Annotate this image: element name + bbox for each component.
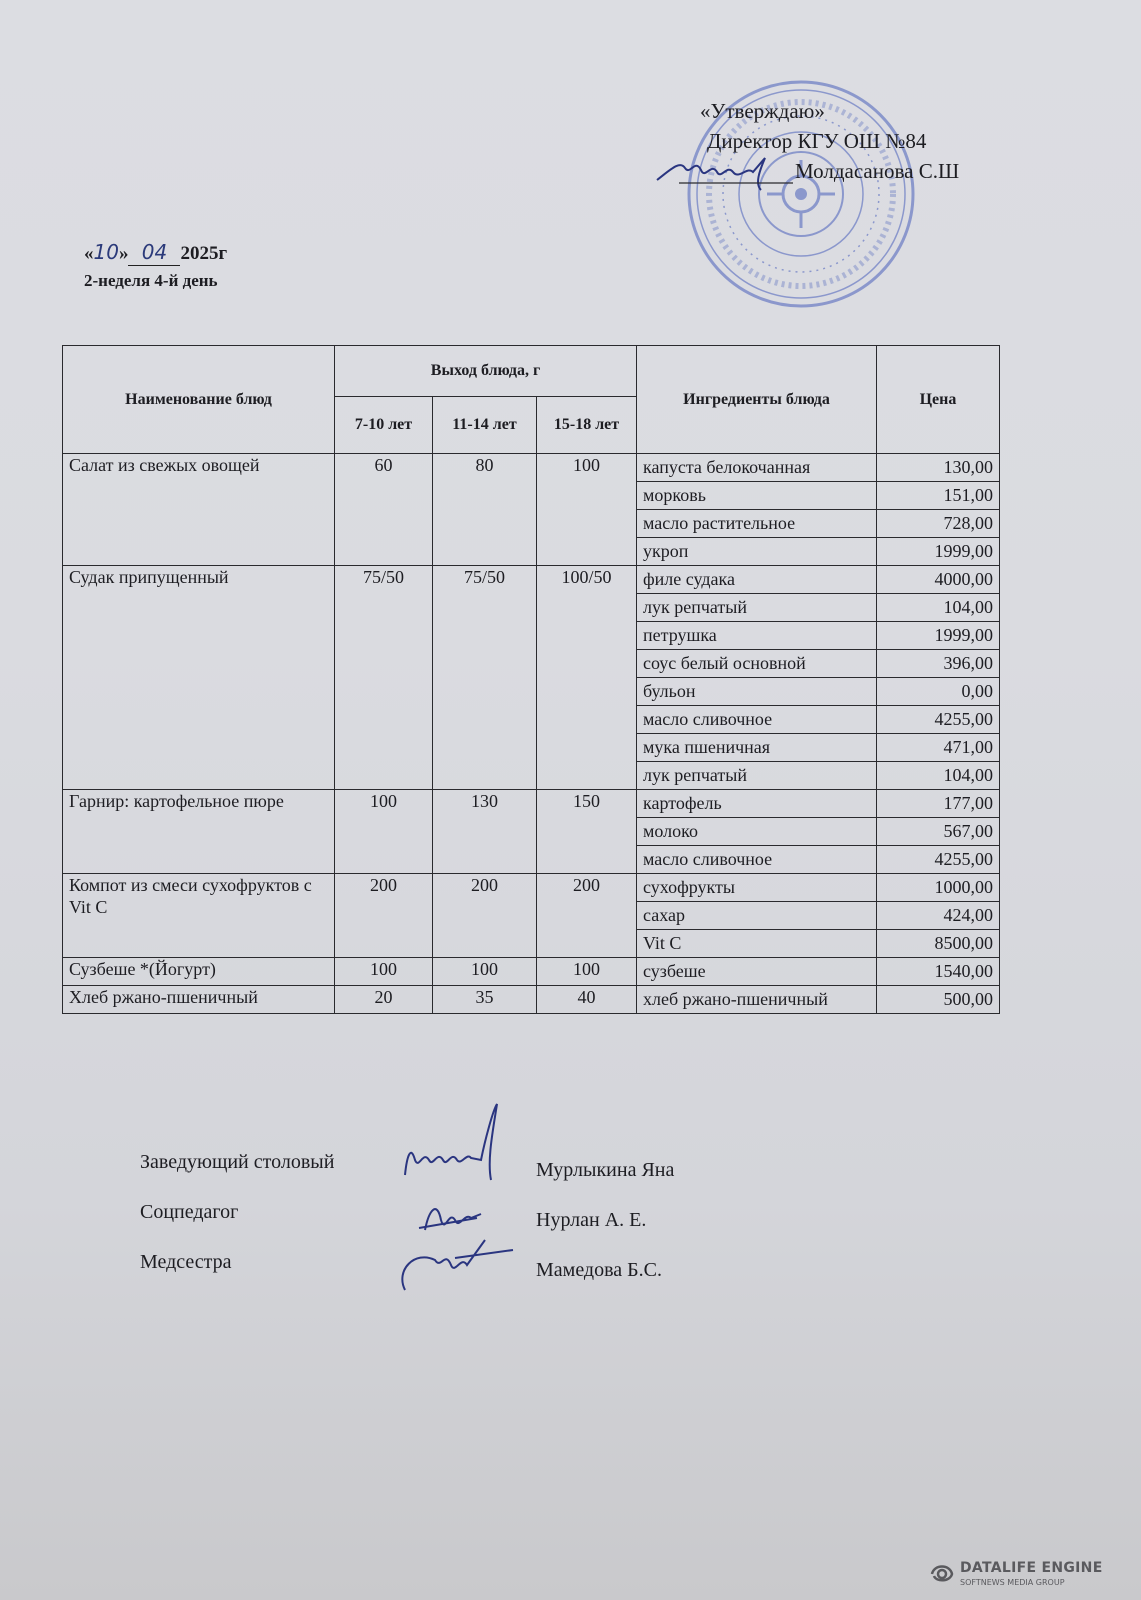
table-row [63,874,1000,902]
week-day: 2-неделя 4-й день [84,271,218,290]
ingredient-name: масло сливочное [637,706,877,734]
ingredient-price: 396,00 [877,650,1000,678]
menu-table [62,345,1000,1014]
approval-position: Директор КГУ ОШ №84 [707,129,927,153]
dish-yield: 100 [335,790,433,874]
ingredient-name: масло растительное [637,510,877,538]
header-age-7-10: 7-10 лет [335,397,433,454]
ingredient-price: 104,00 [877,594,1000,622]
dish-yield: 200 [433,874,537,958]
signatory-name: Мурлыкина Яна [536,1159,675,1181]
dish-yield: 100 [537,958,637,986]
watermark-brand: DATALIFE ENGINE [960,1560,1103,1576]
ingredient-price: 4000,00 [877,566,1000,594]
ingredient-price: 500,00 [877,986,1000,1014]
table-row [63,566,1000,594]
dish-yield: 35 [433,986,537,1014]
ingredient-name: лук репчатый [637,762,877,790]
table-row [63,986,1000,1014]
date-open-quote: « [84,243,94,264]
header-ingredients: Ингредиенты блюда [637,346,877,454]
dish-yield: 75/50 [433,566,537,790]
signatory-name: Нурлан А. Е. [536,1209,647,1231]
dish-yield: 40 [537,986,637,1014]
ingredient-price: 4255,00 [877,846,1000,874]
header-yield: Выход блюда, г [335,346,637,397]
ingredient-price: 567,00 [877,818,1000,846]
ingredient-name: хлеб ржано-пшеничный [637,986,877,1014]
ingredient-price: 471,00 [877,734,1000,762]
ingredient-name: капуста белокочанная [637,454,877,482]
dish-yield: 20 [335,986,433,1014]
ingredient-name: сузбеше [637,958,877,986]
header-dish: Наименование блюд [63,346,335,454]
dish-yield: 150 [537,790,637,874]
document-date [84,240,227,266]
ingredient-name: сухофрукты [637,874,877,902]
ingredient-price: 424,00 [877,902,1000,930]
dish-yield: 75/50 [335,566,433,790]
ingredient-name: соус белый основной [637,650,877,678]
director-signature [655,150,795,200]
dish-yield: 100 [433,958,537,986]
header-price: Цена [877,346,1000,454]
ingredient-name: бульон [637,678,877,706]
watermark-sub: SOFTNEWS MEDIA GROUP [960,1578,1065,1587]
ingredient-name: молоко [637,818,877,846]
ingredient-price: 8500,00 [877,930,1000,958]
table-row [63,958,1000,986]
date-month: 04 [141,240,168,264]
dish-name: Хлеб ржано-пшеничный [63,986,335,1014]
ingredient-price: 151,00 [877,482,1000,510]
dish-yield: 200 [537,874,637,958]
watermark [930,1560,1120,1590]
ingredient-name: картофель [637,790,877,818]
ingredient-price: 1540,00 [877,958,1000,986]
dish-yield: 100/50 [537,566,637,790]
ingredient-name: морковь [637,482,877,510]
dish-yield: 80 [433,454,537,566]
ingredient-name: лук репчатый [637,594,877,622]
dish-yield: 100 [537,454,637,566]
approval-name: Молдасанова С.Ш [795,159,960,183]
dish-name: Компот из смеси сухофруктов с Vit C [63,874,335,958]
table-row [63,454,1000,482]
date-year: 2025г [180,243,228,264]
signatory-role: Медсестра [140,1251,232,1273]
dish-name: Сузбеше *(Йогурт) [63,958,335,986]
signatory-role: Заведующий столовый [140,1151,335,1173]
dish-name: Судак припущенный [63,566,335,790]
signatory-name: Мамедова Б.С. [536,1259,662,1281]
signatory-role: Соцпедагог [140,1201,239,1223]
dish-name: Салат из свежых овощей [63,454,335,566]
date-day: 10 [93,240,119,264]
ingredient-price: 0,00 [877,678,1000,706]
ingredient-name: масло сливочное [637,846,877,874]
ingredient-price: 177,00 [877,790,1000,818]
ingredient-price: 130,00 [877,454,1000,482]
header-age-15-18: 15-18 лет [537,397,637,454]
datalife-logo-icon [930,1562,954,1584]
date-close-quote: » [118,243,129,264]
ingredient-price: 4255,00 [877,706,1000,734]
header-age-11-14: 11-14 лет [433,397,537,454]
table-row [63,790,1000,818]
dish-yield: 60 [335,454,433,566]
ingredient-price: 728,00 [877,510,1000,538]
ingredient-name: сахар [637,902,877,930]
approval-title: «Утверждаю» [700,99,825,123]
ingredient-name: мука пшеничная [637,734,877,762]
ingredient-name: филе судака [637,566,877,594]
dish-yield: 130 [433,790,537,874]
dish-yield: 200 [335,874,433,958]
ingredient-price: 1999,00 [877,538,1000,566]
ingredient-name: Vit C [637,930,877,958]
dish-yield: 100 [335,958,433,986]
ingredient-price: 1999,00 [877,622,1000,650]
ingredient-name: укроп [637,538,877,566]
ingredient-price: 1000,00 [877,874,1000,902]
dish-name: Гарнир: картофельное пюре [63,790,335,874]
ingredient-name: петрушка [637,622,877,650]
ingredient-price: 104,00 [877,762,1000,790]
signatures-image [385,1100,525,1300]
